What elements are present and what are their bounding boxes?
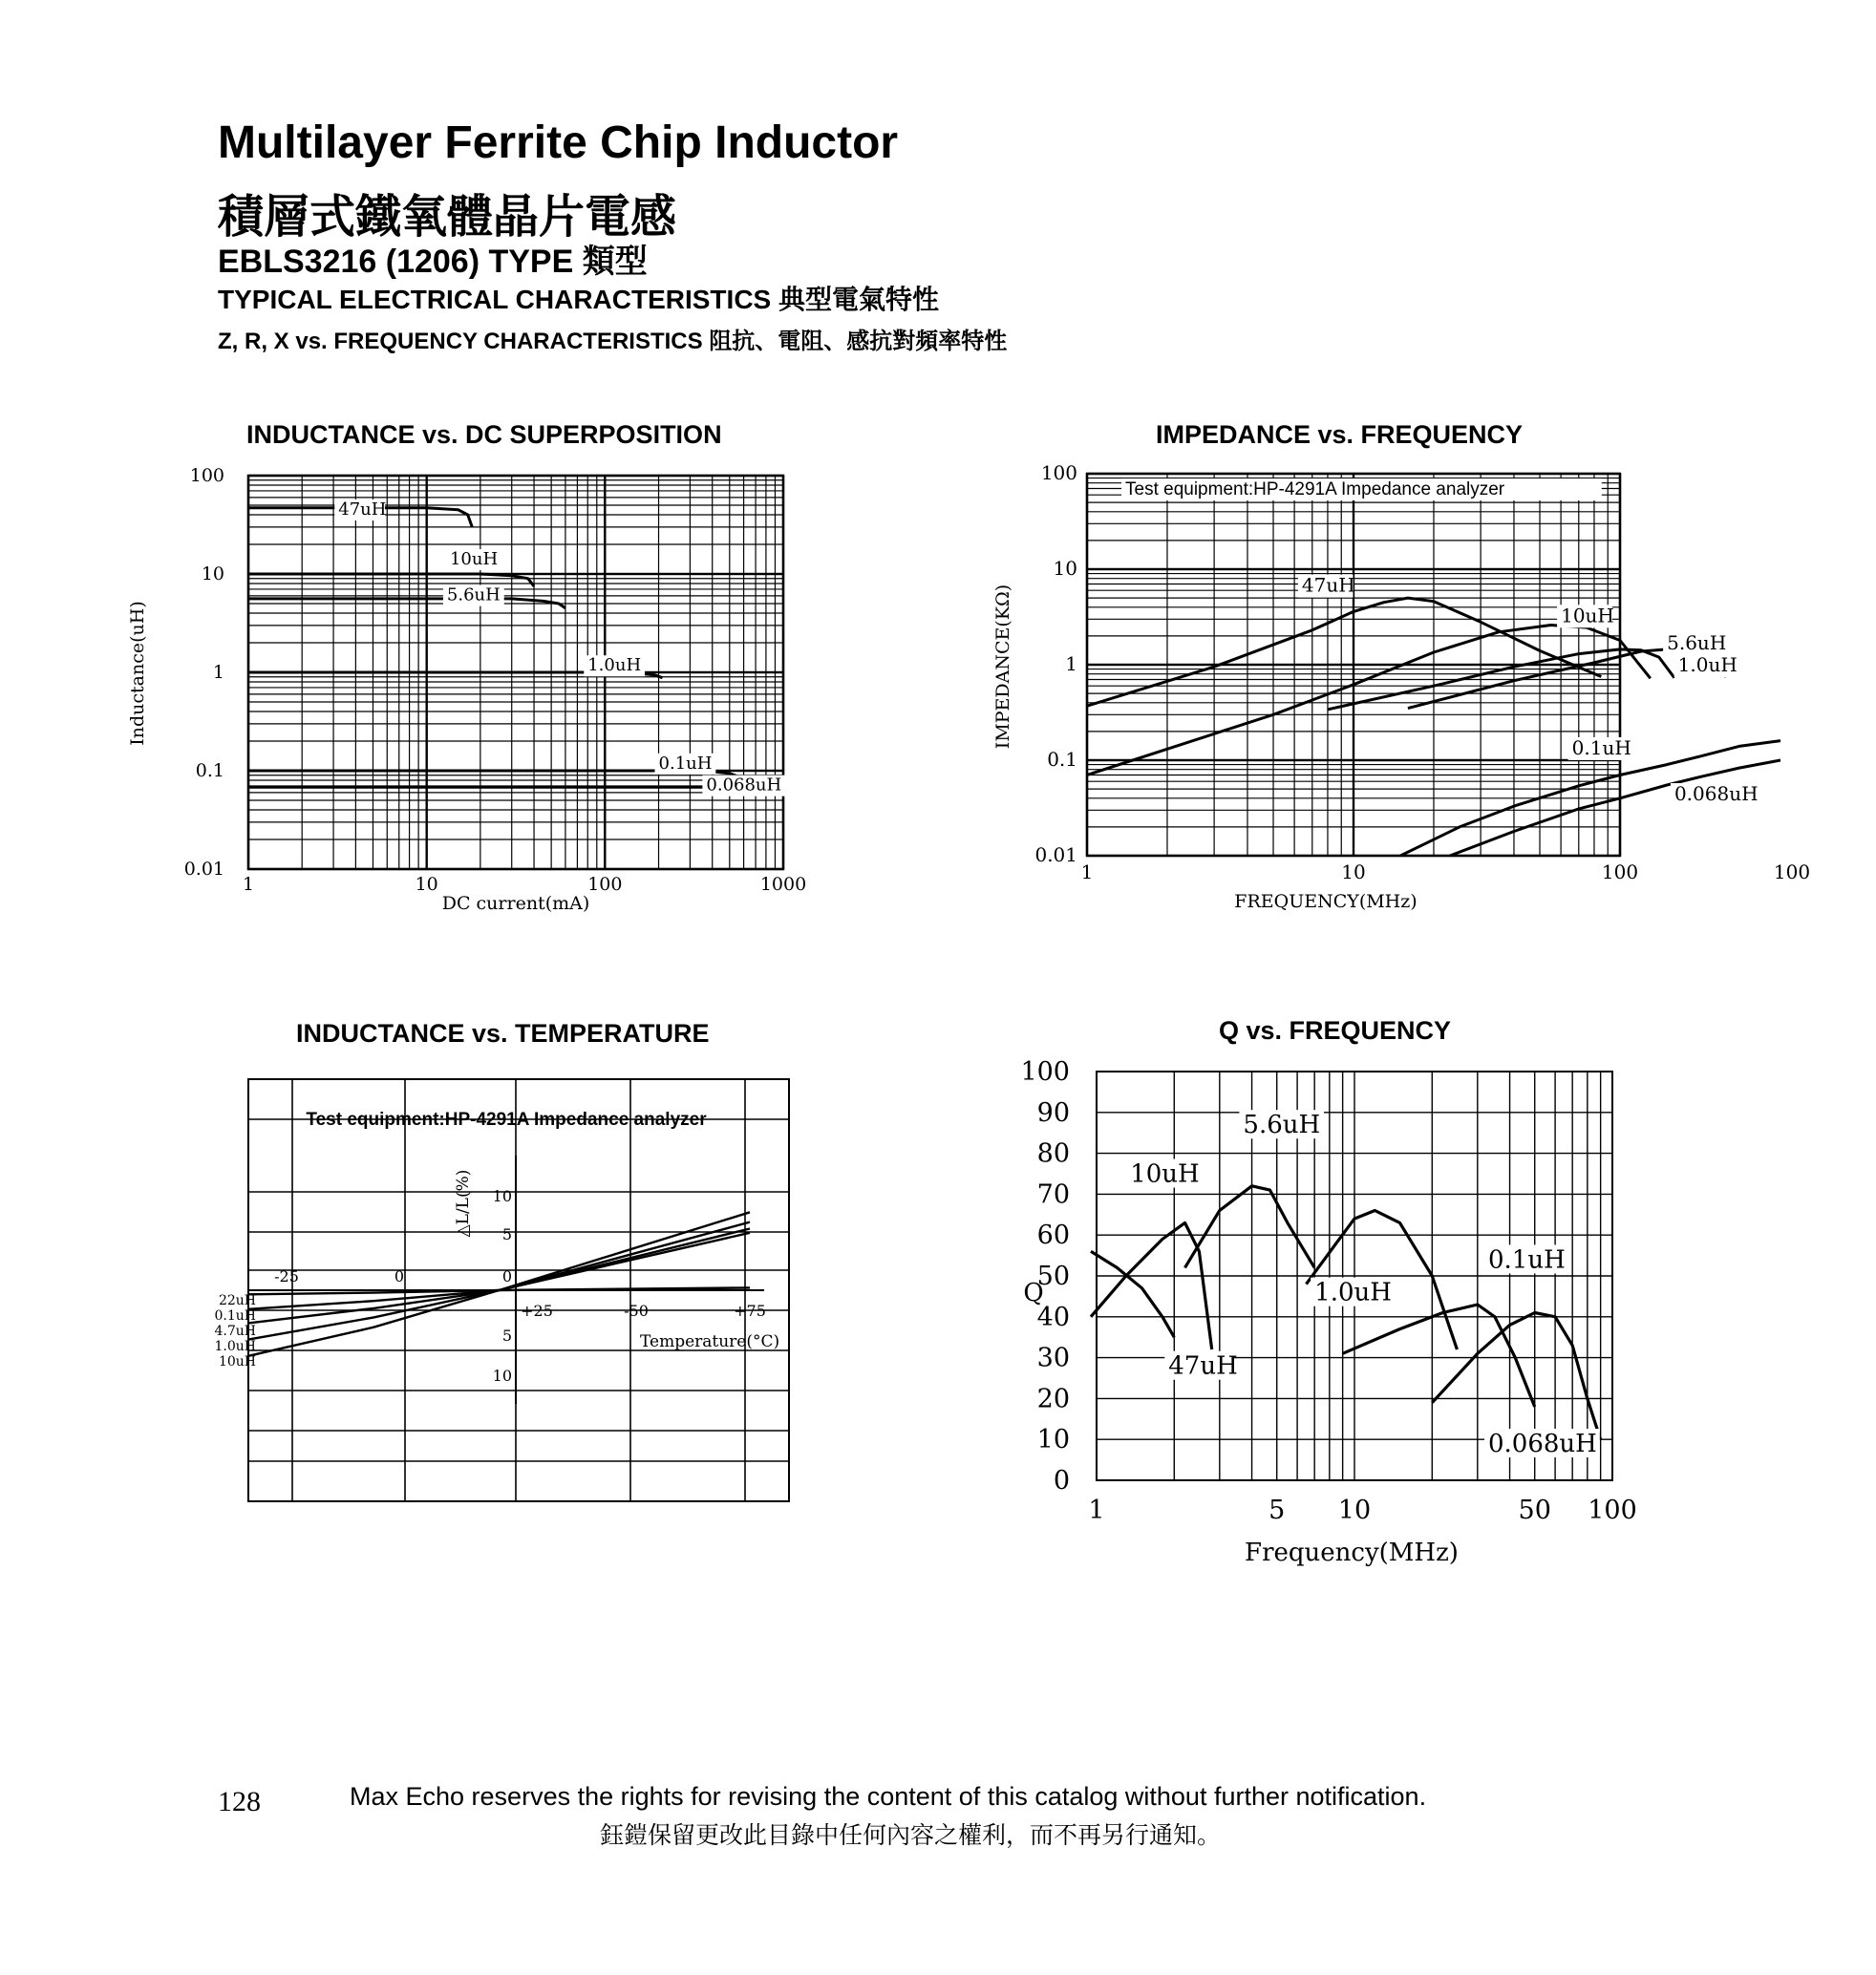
dc-x-tick-label: 10 [415,874,438,895]
q-series-line [1185,1186,1315,1268]
temp-y-tick-label: 0 [501,1267,512,1285]
chart-title-inductance-dc: INDUCTANCE vs. DC SUPERPOSITION [246,420,722,449]
imp-series-label: 5.6uH [1667,630,1727,654]
imp-series-label: 1.0uH [1677,653,1737,677]
q-x-tick-label: 10 [1337,1496,1372,1525]
q-series-line [1432,1313,1600,1440]
type-heading: EBLS3216 (1206) TYPE 類型 [218,244,648,280]
temp-y-tick-label: 5 [501,1225,512,1243]
chart-q-frequency [1013,1057,1681,1597]
q-series-line [1091,1251,1174,1337]
temp-x-axis-label: Temperature(°C) [640,1332,780,1351]
imp-series-label: 0.068uH [1673,782,1759,806]
dc-series-label: 10uH [449,549,499,570]
q-x-tick-label: 50 [1518,1496,1551,1525]
chart-title-impedance: IMPEDANCE vs. FREQUENCY [1156,420,1524,449]
imp-y-tick-label: 10 [1053,557,1077,580]
page-title-chinese: 積層式鐵氧體晶片電感 [218,190,677,244]
q-y-tick-label: 10 [1036,1425,1070,1455]
temp-y-tick-label: 10 [492,1367,512,1385]
q-y-tick-label: 0 [1053,1466,1070,1496]
page-number: 128 [218,1786,261,1817]
q-series-label: 47uH [1168,1351,1238,1381]
temp-y-tick-label: 10 [492,1187,512,1205]
typical-characteristics-heading: TYPICAL ELECTRICAL CHARACTERISTICS 典型電氣特性 [218,285,939,314]
imp-x-tick-label: 100 [1601,860,1639,883]
dc-y-tick-label: 0.1 [195,760,224,781]
q-series-label: 1.0uH [1314,1278,1392,1307]
temp-series-label: 0.1uH [214,1308,256,1324]
q-series-label: 0.068uH [1487,1430,1597,1459]
dc-x-tick-label: 1 [242,874,255,895]
q-x-tick-label: 5 [1268,1496,1286,1525]
imp-y-axis-label: IMPEDANCE(KΩ) [992,584,1013,750]
temp-series-line [248,1233,750,1309]
temp-x-tick-label: +25 [521,1302,553,1320]
temp-x-tick-label: 0 [394,1267,405,1285]
dc-series-label: 0.1uH [658,753,713,774]
q-y-tick-label: 90 [1036,1097,1070,1128]
footer-notice-chinese: 鈺鎧保留更改此目錄中任何內容之權利，而不再另行通知。 [600,1821,1222,1849]
imp-y-tick-label: 1 [1065,652,1077,675]
dc-y-tick-label: 0.01 [183,859,224,880]
dc-x-axis-label: DC current(mA) [441,893,590,914]
dc-y-tick-label: 100 [189,465,224,486]
q-y-tick-label: 20 [1036,1384,1070,1414]
imp-series-line [1087,598,1601,706]
imp-annotation-label: Test equipment:HP-4291A Impedance analyzer [1125,479,1505,499]
imp-x-tick-label: 1 [1080,860,1094,883]
dc-series-label: 5.6uH [446,584,501,605]
q-y-tick-label: 60 [1036,1221,1070,1251]
q-y-tick-label: 30 [1036,1343,1070,1373]
chart-inductance-temperature [191,1070,860,1528]
imp-y-tick-label: 0.1 [1047,748,1077,771]
dc-y-tick-label: 10 [201,563,224,584]
q-series-label: 5.6uH [1243,1111,1321,1140]
temp-annotation: Test equipment:HP-4291A Impedance analyzer [306,1110,707,1130]
q-y-axis-label: Q [1023,1279,1044,1307]
q-y-tick-label: 50 [1036,1262,1070,1291]
temp-series-label: 4.7uH [214,1324,256,1339]
dc-series-label: 47uH [338,499,387,520]
dc-x-tick-label: 1000 [759,874,807,895]
imp-x-tick-label: 100 [1773,860,1811,883]
imp-y-tick-label: 0.01 [1034,843,1077,866]
temp-y-tick-label: 5 [501,1327,512,1345]
q-y-tick-label: 100 [1020,1057,1070,1087]
q-x-tick-label: 100 [1588,1496,1637,1525]
imp-series-label: 0.1uH [1571,735,1631,759]
temp-series-line [248,1222,750,1340]
dc-y-axis-label: Inductance(uH) [127,601,148,746]
chart-title-q: Q vs. FREQUENCY [1219,1016,1452,1045]
page-title: Multilayer Ferrite Chip Inductor [218,117,899,168]
dc-series-label: 0.068uH [706,775,782,796]
q-series-line [1091,1222,1212,1349]
dc-series-label: 1.0uH [587,655,642,676]
imp-x-axis-label: FREQUENCY(MHz) [1234,891,1418,912]
temp-y-axis-label: △L/L(%) [454,1169,473,1238]
temp-x-tick-label: +75 [734,1302,766,1320]
chart-inductance-dc [96,458,841,936]
dc-x-tick-label: 100 [587,874,623,895]
q-x-tick-label: 1 [1088,1496,1105,1525]
q-series-label: 0.1uH [1487,1245,1566,1275]
q-y-tick-label: 40 [1036,1302,1070,1332]
imp-y-tick-label: 100 [1040,461,1077,484]
q-y-tick-label: 70 [1036,1179,1070,1210]
temp-series-label: 1.0uH [214,1339,256,1354]
temp-x-tick-label: -25 [274,1267,299,1285]
imp-series-label: 47uH [1301,573,1355,597]
chart-title-inductance-temp: INDUCTANCE vs. TEMPERATURE [296,1019,710,1048]
q-x-axis-label: Frequency(MHz) [1245,1539,1459,1567]
imp-series-label: 10uH [1561,604,1614,627]
temp-series-label: 22uH [218,1293,256,1308]
dc-y-tick-label: 1 [212,662,224,683]
chart-impedance-frequency [984,457,1811,934]
q-y-tick-label: 80 [1036,1138,1070,1169]
zrx-heading: Z, R, X vs. FREQUENCY CHARACTERISTICS 阻抗、電阻、感抗對頻率特性 [218,329,1008,354]
temp-x-tick-label: -50 [624,1302,649,1320]
temp-series-label: 10uH [218,1354,256,1370]
q-series-line [1343,1305,1535,1407]
q-series-label: 10uH [1130,1159,1200,1189]
imp-x-tick-label: 10 [1341,860,1366,883]
footer-notice: Max Echo reserves the rights for revising the content of this catalog without further notification. [350,1782,1427,1811]
